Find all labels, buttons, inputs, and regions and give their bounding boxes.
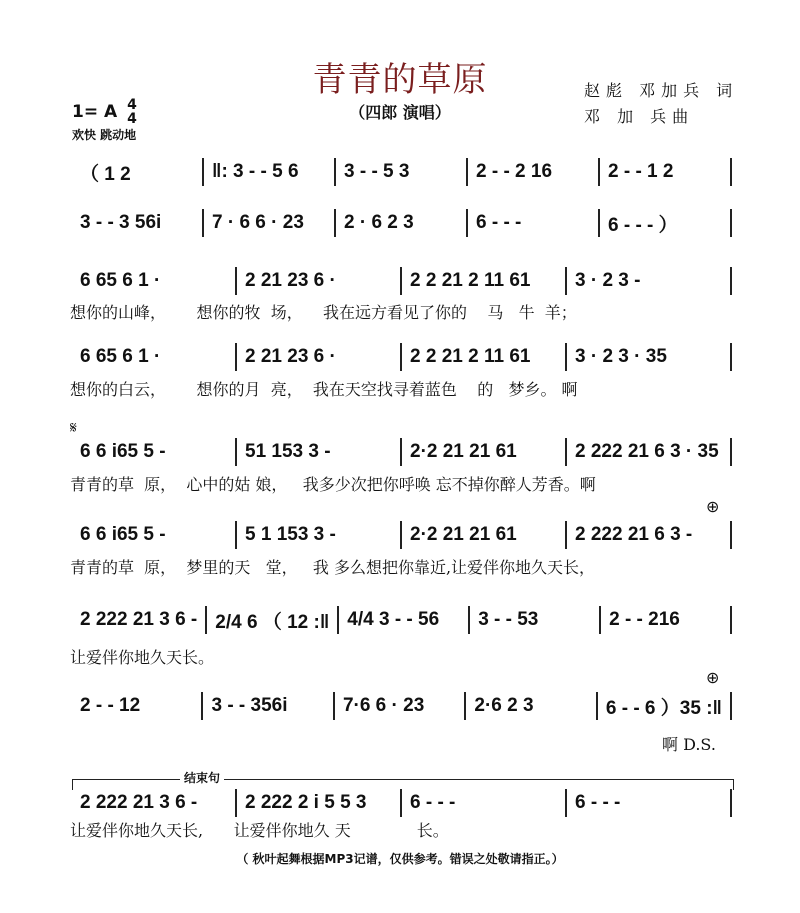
score-row bbox=[72, 789, 732, 817]
footnote: （ 秋叶起舞根据MP3记谱，仅供参考。错误之处敬请指正。） bbox=[236, 852, 564, 866]
measure: 6 6 i65 5 - bbox=[72, 521, 237, 549]
lyricist: 赵彪 邓加兵 词 bbox=[584, 81, 739, 100]
measure: 2/4 6 （ 12 :‖ bbox=[207, 606, 339, 634]
ending-label: 结束句 bbox=[180, 769, 224, 786]
measure: 7 · 6 6 · 23 bbox=[204, 209, 336, 237]
coda-icon: ⊕ bbox=[706, 497, 720, 516]
measure: 2 - - 12 bbox=[72, 692, 203, 720]
tempo-marking: 欢快 跳动地 bbox=[72, 128, 137, 142]
measure: 2 21 23 6 · bbox=[237, 267, 402, 295]
measure: 3 - - 53 bbox=[470, 606, 601, 634]
measure: 6 65 6 1 · bbox=[72, 267, 237, 295]
measure: 6 - - 6 ）35 :‖ bbox=[598, 692, 732, 720]
measure: 2 222 21 3 6 - bbox=[72, 606, 207, 634]
time-top: 4 bbox=[127, 97, 137, 113]
measure: 2 21 23 6 · bbox=[237, 343, 402, 371]
score-row bbox=[72, 521, 732, 549]
measure: 2 222 21 6 3 · 35 bbox=[567, 438, 732, 466]
measure: 6 - - - bbox=[567, 789, 732, 817]
measure: 2·2 21 21 61 bbox=[402, 438, 567, 466]
lyrics-line: 青青的草 原， 心中的姑 娘， 我多少次把你呼唤 忘不掉你醉人芳香。啊 bbox=[70, 475, 596, 494]
song-title: 青青的草原 bbox=[312, 60, 488, 100]
measure: 2·6 2 3 bbox=[466, 692, 597, 720]
measure: 2 2 21 2 11 61 bbox=[402, 343, 567, 371]
lyrics-line: 让爱伴你地久天长。 bbox=[70, 648, 215, 667]
measure: 2 2 21 2 11 61 bbox=[402, 267, 567, 295]
measure: 3 - - 5 3 bbox=[336, 158, 468, 186]
score-row bbox=[72, 606, 732, 634]
measure: 2·2 21 21 61 bbox=[402, 521, 567, 549]
measure: 2 222 21 6 3 - bbox=[567, 521, 732, 549]
measure: 6 - - - bbox=[468, 209, 600, 237]
measure: 6 - - - bbox=[402, 789, 567, 817]
measure: 5 1 153 3 - bbox=[237, 521, 402, 549]
lyrics-line: 想你的山峰， 想你的牧 场， 我在远方看见了你的 马 牛 羊； bbox=[70, 303, 577, 322]
lyrics-line: 想你的白云， 想你的月 亮， 我在天空找寻着蓝色 的 梦乡。 啊 bbox=[70, 380, 578, 399]
measure: 3 · 2 3 · 35 bbox=[567, 343, 732, 371]
measure: 6 - - - ） bbox=[600, 209, 732, 237]
time-signature bbox=[127, 98, 137, 126]
measure: 3 - - 3 56i bbox=[72, 209, 204, 237]
score-row bbox=[72, 158, 732, 186]
measure: 2 - - 1 2 bbox=[600, 158, 732, 186]
measure: （ 1 2 bbox=[72, 158, 204, 186]
measure: 51 153 3 - bbox=[237, 438, 402, 466]
lyrics-line: 让爱伴你地久天长, 让爱伴你地久 天 长。 bbox=[70, 821, 449, 840]
measure: 2 222 2 i 5 5 3 bbox=[237, 789, 402, 817]
key-signature bbox=[72, 98, 137, 126]
score-row bbox=[72, 438, 732, 466]
key: 1= A bbox=[72, 102, 118, 122]
measure: 6 6 i65 5 - bbox=[72, 438, 237, 466]
score-row bbox=[72, 343, 732, 371]
score-row bbox=[72, 692, 732, 720]
singer: （四郎 演唱） bbox=[349, 103, 451, 122]
time-bottom: 4 bbox=[127, 111, 137, 127]
lyrics-line: 青青的草 原， 梦里的天 堂， 我 多么想把你靠近,让爱伴你地久天长， bbox=[70, 558, 596, 577]
score-row bbox=[72, 209, 732, 237]
coda-icon: ⊕ bbox=[706, 668, 720, 687]
score-row bbox=[72, 267, 732, 295]
measure: 4/4 3 - - 56 bbox=[339, 606, 470, 634]
measure: 2 - - 216 bbox=[601, 606, 732, 634]
composer: 邓 加 兵曲 bbox=[584, 107, 695, 126]
measure: 3 - - 356i bbox=[203, 692, 334, 720]
measure: ‖: 3 - - 5 6 bbox=[204, 158, 336, 186]
ending-bracket bbox=[72, 779, 734, 790]
measure: 2 222 21 3 6 - bbox=[72, 789, 237, 817]
measure: 6 65 6 1 · bbox=[72, 343, 237, 371]
lyrics-line: 啊 D.S. bbox=[662, 735, 716, 754]
measure: 7·6 6 · 23 bbox=[335, 692, 466, 720]
measure: 3 · 2 3 - bbox=[567, 267, 732, 295]
segno-icon: 𝄋 bbox=[70, 418, 77, 437]
measure: 2 · 6 2 3 bbox=[336, 209, 468, 237]
measure: 2 - - 2 16 bbox=[468, 158, 600, 186]
